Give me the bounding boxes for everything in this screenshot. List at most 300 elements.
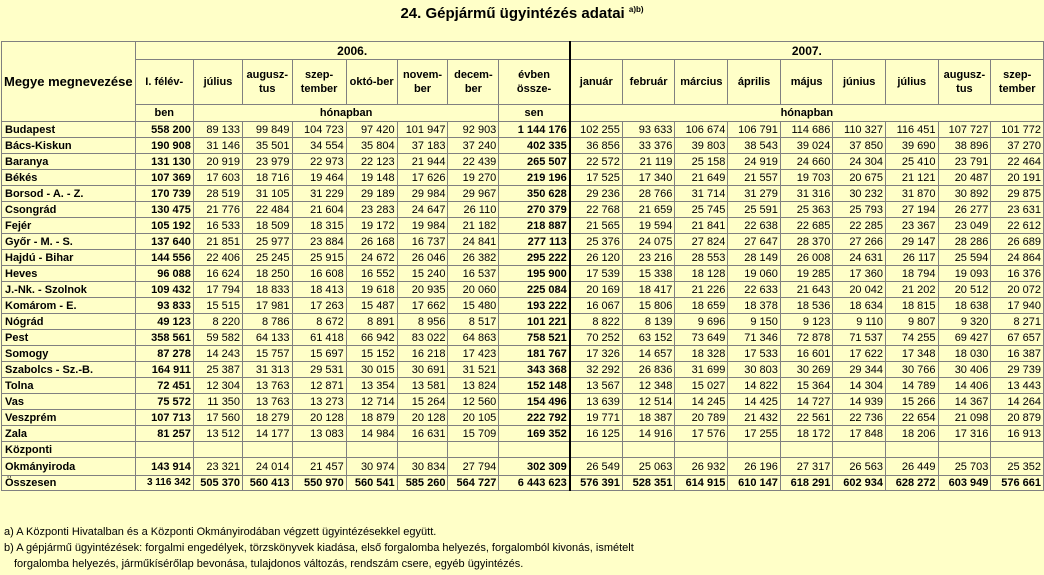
table-cell: 25 352 [991,458,1044,476]
table-cell: 15 697 [292,346,346,362]
header-month-2007: szep-tember [991,60,1044,105]
header-megye-text: Megye megnevezése [4,73,133,89]
empty-cell [193,442,242,458]
row-label: Zala [2,426,136,442]
header-month-2007: március [675,60,728,105]
table-cell: 17 662 [397,298,448,314]
header-month-2007: június [833,60,886,105]
table-cell: 12 560 [448,394,499,410]
table-cell: 14 789 [885,378,938,394]
table-cell: 20 060 [448,282,499,298]
table-cell: 32 292 [570,362,623,378]
table-cell: 14 406 [938,378,991,394]
row-label: Összesen [2,476,136,491]
table-cell: 30 269 [780,362,833,378]
header-month-2006: július [193,60,242,105]
page-title [0,0,1044,20]
table-cell: 18 634 [833,298,886,314]
table-cell: 16 737 [397,234,448,250]
table-cell: 8 822 [570,314,623,330]
table-cell: 18 378 [728,298,781,314]
table-row [2,266,1044,282]
table-cell: 18 030 [938,346,991,362]
table-row [2,346,1044,362]
empty-cell [448,442,499,458]
empty-cell [991,442,1044,458]
table-cell: 17 626 [397,170,448,186]
table-cell: 12 304 [193,378,242,394]
table-cell: 17 560 [193,410,242,426]
empty-cell [728,442,781,458]
table-cell: 63 152 [622,330,675,346]
table-cell: 560 541 [346,476,397,491]
table-cell: 16 608 [292,266,346,282]
table-cell: 9 123 [780,314,833,330]
table-cell: 25 745 [675,202,728,218]
table-cell: 21 226 [675,282,728,298]
table-cell: 14 177 [243,426,292,442]
table-cell: 15 709 [448,426,499,442]
table-cell: 350 628 [499,186,570,202]
table-cell: 64 863 [448,330,499,346]
table-cell: 20 191 [991,170,1044,186]
table-row [2,202,1044,218]
table-row-kozponti-label [2,442,1044,458]
table-cell: 24 864 [991,250,1044,266]
table-cell: 19 703 [780,170,833,186]
table-cell: 12 514 [622,394,675,410]
footnote-a: a) A Központi Hivatalban és a Központi Okmányirodában végzett ügyintézésekkel együtt. [4,526,437,538]
table-cell: 25 793 [833,202,886,218]
table-cell: 28 286 [938,234,991,250]
table-cell: 18 638 [938,298,991,314]
table-cell: 14 367 [938,394,991,410]
table-cell: 20 169 [570,282,623,298]
table-cell: 19 984 [397,218,448,234]
table-cell: 18 659 [675,298,728,314]
empty-cell [833,442,886,458]
table-cell: 15 152 [346,346,397,362]
table-cell: 37 183 [397,138,448,154]
table-cell: 31 870 [885,186,938,202]
table-cell: 26 196 [728,458,781,476]
table-cell: 87 278 [135,346,193,362]
table-cell: 190 908 [135,138,193,154]
empty-cell [397,442,448,458]
table-cell: 402 335 [499,138,570,154]
header-felev-ben: ben [135,105,193,122]
table-cell: 21 565 [570,218,623,234]
table-cell: 17 360 [833,266,886,282]
table-cell: 17 981 [243,298,292,314]
table-cell: 9 110 [833,314,886,330]
table-cell: 18 815 [885,298,938,314]
table-cell: 6 443 623 [499,476,570,491]
table-cell: 19 464 [292,170,346,186]
table-cell: 17 622 [833,346,886,362]
table-cell: 195 900 [499,266,570,282]
table-cell: 628 272 [885,476,938,491]
row-label: Nógrád [2,314,136,330]
table-cell: 15 515 [193,298,242,314]
table-row [2,218,1044,234]
table-cell: 18 794 [885,266,938,282]
table-cell: 29 739 [991,362,1044,378]
table-cell: 30 406 [938,362,991,378]
table-cell: 8 517 [448,314,499,330]
table-cell: 14 984 [346,426,397,442]
table-cell: 343 368 [499,362,570,378]
table-cell: 18 509 [243,218,292,234]
table-cell: 29 531 [292,362,346,378]
table-row [2,298,1044,314]
header-month-2007: július [885,60,938,105]
table-cell: 24 014 [243,458,292,476]
table-cell: 576 661 [991,476,1044,491]
table-cell: 16 537 [448,266,499,282]
table-cell: 21 659 [622,202,675,218]
table-cell: 16 376 [991,266,1044,282]
empty-cell [135,442,193,458]
table-cell: 19 594 [622,218,675,234]
table-cell: 81 257 [135,426,193,442]
table-row [2,314,1044,330]
table-cell: 603 949 [938,476,991,491]
table-cell: 21 121 [885,170,938,186]
table-cell: 610 147 [728,476,781,491]
table-cell: 21 098 [938,410,991,426]
table-cell: 20 919 [193,154,242,170]
table-cell: 73 649 [675,330,728,346]
header-honapban-2007: hónapban [570,105,1044,122]
table-cell: 25 410 [885,154,938,170]
title-footnote-marker: a)b) [628,5,644,14]
table-cell: 69 427 [938,330,991,346]
table-cell: 35 501 [243,138,292,154]
table-cell: 24 631 [833,250,886,266]
table-cell: 25 703 [938,458,991,476]
table-cell: 18 328 [675,346,728,362]
table-cell: 107 713 [135,410,193,426]
table-cell: 144 556 [135,250,193,266]
row-label: Bács-Kiskun [2,138,136,154]
table-cell: 24 660 [780,154,833,170]
table-cell: 106 791 [728,122,781,138]
table-cell: 14 822 [728,378,781,394]
table-cell: 505 370 [193,476,242,491]
table-cell: 30 766 [885,362,938,378]
table-cell: 17 533 [728,346,781,362]
table-cell: 37 270 [991,138,1044,154]
table-row [2,122,1044,138]
table-cell: 23 791 [938,154,991,170]
table-cell: 22 285 [833,218,886,234]
table-cell: 21 182 [448,218,499,234]
table-cell: 21 851 [193,234,242,250]
table-cell: 618 291 [780,476,833,491]
table-cell: 18 536 [780,298,833,314]
header-evben-sen: sen [499,105,570,122]
table-cell: 14 916 [622,426,675,442]
table-cell: 37 240 [448,138,499,154]
table-cell: 17 326 [570,346,623,362]
row-label: Központi [2,442,136,458]
table-row [2,378,1044,394]
table-cell: 29 875 [991,186,1044,202]
table-cell: 219 196 [499,170,570,186]
table-cell: 105 192 [135,218,193,234]
header-month-2006: augusz-tus [243,60,292,105]
table-cell: 528 351 [622,476,675,491]
row-label: Fejér [2,218,136,234]
table-cell: 222 792 [499,410,570,426]
footnote-b-cont: forgalomba helyezés, járműkísérőlap bevonása, tulajdonos változás, rendszám csere, egyéb ügyintézés. [14,558,524,570]
table-cell: 35 804 [346,138,397,154]
empty-cell [570,442,623,458]
table-cell: 19 148 [346,170,397,186]
header-month-2007: január [570,60,623,105]
table-cell: 13 581 [397,378,448,394]
table-cell: 8 891 [346,314,397,330]
table-cell: 18 833 [243,282,292,298]
table-cell: 13 512 [193,426,242,442]
table-cell: 26 110 [448,202,499,218]
table-cell: 25 594 [938,250,991,266]
table-cell: 104 723 [292,122,346,138]
table-cell: 20 935 [397,282,448,298]
empty-cell [622,442,675,458]
table-cell: 19 270 [448,170,499,186]
table-cell: 19 172 [346,218,397,234]
header-evben: évben össze- [499,60,570,105]
table-cell: 21 202 [885,282,938,298]
table-cell: 13 083 [292,426,346,442]
table-cell: 28 553 [675,250,728,266]
table-cell: 17 255 [728,426,781,442]
row-label: Budapest [2,122,136,138]
table-cell: 8 956 [397,314,448,330]
table-cell: 96 088 [135,266,193,282]
table-cell: 193 222 [499,298,570,314]
table-cell: 36 856 [570,138,623,154]
table-cell: 614 915 [675,476,728,491]
table-cell: 14 304 [833,378,886,394]
table-cell: 17 423 [448,346,499,362]
table-cell: 15 266 [885,394,938,410]
table-cell: 12 714 [346,394,397,410]
table-cell: 15 027 [675,378,728,394]
table-cell: 23 884 [292,234,346,250]
header-month-2006: decem-ber [448,60,499,105]
table-cell: 27 824 [675,234,728,250]
table-cell: 18 413 [292,282,346,298]
table-cell: 18 417 [622,282,675,298]
table-cell: 22 406 [193,250,242,266]
table-cell: 18 315 [292,218,346,234]
table-cell: 17 348 [885,346,938,362]
table-cell: 18 128 [675,266,728,282]
table-cell: 3 116 342 [135,476,193,491]
table-cell: 758 521 [499,330,570,346]
table-cell: 22 612 [991,218,1044,234]
table-cell: 70 252 [570,330,623,346]
table-cell: 564 727 [448,476,499,491]
table-cell: 560 413 [243,476,292,491]
table-cell: 20 675 [833,170,886,186]
table-cell: 33 376 [622,138,675,154]
table-cell: 23 321 [193,458,242,476]
table-row [2,426,1044,442]
table-cell: 71 346 [728,330,781,346]
table-cell: 59 582 [193,330,242,346]
table-cell: 101 947 [397,122,448,138]
table-cell: 97 420 [346,122,397,138]
table-cell: 107 369 [135,170,193,186]
table-cell: 25 915 [292,250,346,266]
table-cell: 602 934 [833,476,886,491]
table-cell: 19 060 [728,266,781,282]
table-cell: 27 194 [885,202,938,218]
table-cell: 24 647 [397,202,448,218]
row-label: Békés [2,170,136,186]
table-cell: 93 833 [135,298,193,314]
table-cell: 13 567 [570,378,623,394]
table-cell: 130 475 [135,202,193,218]
table-cell: 15 757 [243,346,292,362]
header-month-2007: február [622,60,675,105]
table-cell: 26 046 [397,250,448,266]
table-row [2,250,1044,266]
table-cell: 19 093 [938,266,991,282]
table-cell: 74 255 [885,330,938,346]
table-cell: 22 768 [570,202,623,218]
table-cell: 101 772 [991,122,1044,138]
table-cell: 22 633 [728,282,781,298]
table-cell: 102 255 [570,122,623,138]
table-cell: 20 789 [675,410,728,426]
table-cell: 72 878 [780,330,833,346]
table-cell: 29 189 [346,186,397,202]
table-cell: 23 283 [346,202,397,218]
table-cell: 29 984 [397,186,448,202]
data-table [1,41,1044,491]
table-cell: 13 354 [346,378,397,394]
table-cell: 23 979 [243,154,292,170]
table-cell: 23 367 [885,218,938,234]
table-cell: 27 266 [833,234,886,250]
table-cell: 16 533 [193,218,242,234]
table-cell: 164 911 [135,362,193,378]
table-cell: 18 387 [622,410,675,426]
table-cell: 12 348 [622,378,675,394]
empty-cell [885,442,938,458]
table-cell: 15 364 [780,378,833,394]
table-cell: 18 879 [346,410,397,426]
header-month-2007: augusz-tus [938,60,991,105]
table-cell: 23 216 [622,250,675,266]
table-cell: 30 691 [397,362,448,378]
table-cell: 22 572 [570,154,623,170]
empty-cell [938,442,991,458]
table-cell: 26 549 [570,458,623,476]
table-cell: 558 200 [135,122,193,138]
table-cell: 21 604 [292,202,346,218]
table-cell: 21 841 [675,218,728,234]
table-cell: 24 919 [728,154,781,170]
table-cell: 29 236 [570,186,623,202]
table-cell: 550 970 [292,476,346,491]
table-cell: 21 557 [728,170,781,186]
table-cell: 21 649 [675,170,728,186]
table-cell: 21 643 [780,282,833,298]
table-cell: 15 240 [397,266,448,282]
table-cell: 18 172 [780,426,833,442]
table-cell: 67 657 [991,330,1044,346]
table-cell: 26 563 [833,458,886,476]
table-cell: 131 130 [135,154,193,170]
table-cell: 19 285 [780,266,833,282]
table-cell: 15 480 [448,298,499,314]
row-label: Komárom - E. [2,298,136,314]
table-cell: 28 766 [622,186,675,202]
table-cell: 8 220 [193,314,242,330]
table-cell: 17 539 [570,266,623,282]
table-cell: 18 716 [243,170,292,186]
table-cell: 20 042 [833,282,886,298]
table-cell: 16 913 [991,426,1044,442]
row-label: Tolna [2,378,136,394]
footnote-b: b) A gépjármű ügyintézések: forgalmi engedélyek, törzskönyvek kiadása, első forgalomba helyezés, forgalomból kivonás, ismételt [4,542,634,554]
table-cell: 358 561 [135,330,193,346]
table-cell: 8 271 [991,314,1044,330]
table-cell: 18 279 [243,410,292,426]
table-row [2,394,1044,410]
empty-cell [675,442,728,458]
table-cell: 19 771 [570,410,623,426]
header-month-2006: novem-ber [397,60,448,105]
table-cell: 15 264 [397,394,448,410]
table-cell: 17 263 [292,298,346,314]
table-cell: 39 803 [675,138,728,154]
table-cell: 302 309 [499,458,570,476]
row-label: Győr - M. - S. [2,234,136,250]
table-cell: 34 554 [292,138,346,154]
table-cell: 22 464 [991,154,1044,170]
table-cell: 49 123 [135,314,193,330]
table-cell: 12 871 [292,378,346,394]
table-cell: 26 117 [885,250,938,266]
table-cell: 18 250 [243,266,292,282]
empty-cell [346,442,397,458]
table-cell: 24 841 [448,234,499,250]
table-cell: 31 313 [243,362,292,378]
table-cell: 9 696 [675,314,728,330]
table-cell: 24 304 [833,154,886,170]
table-cell: 15 487 [346,298,397,314]
table-cell: 20 512 [938,282,991,298]
table-cell: 27 647 [728,234,781,250]
table-cell: 8 786 [243,314,292,330]
table-cell: 14 939 [833,394,886,410]
table-cell: 26 277 [938,202,991,218]
empty-cell [292,442,346,458]
table-cell: 22 654 [885,410,938,426]
table-cell: 13 639 [570,394,623,410]
table-cell: 30 892 [938,186,991,202]
table-cell: 22 638 [728,218,781,234]
row-label: Veszprém [2,410,136,426]
table-cell: 24 075 [622,234,675,250]
